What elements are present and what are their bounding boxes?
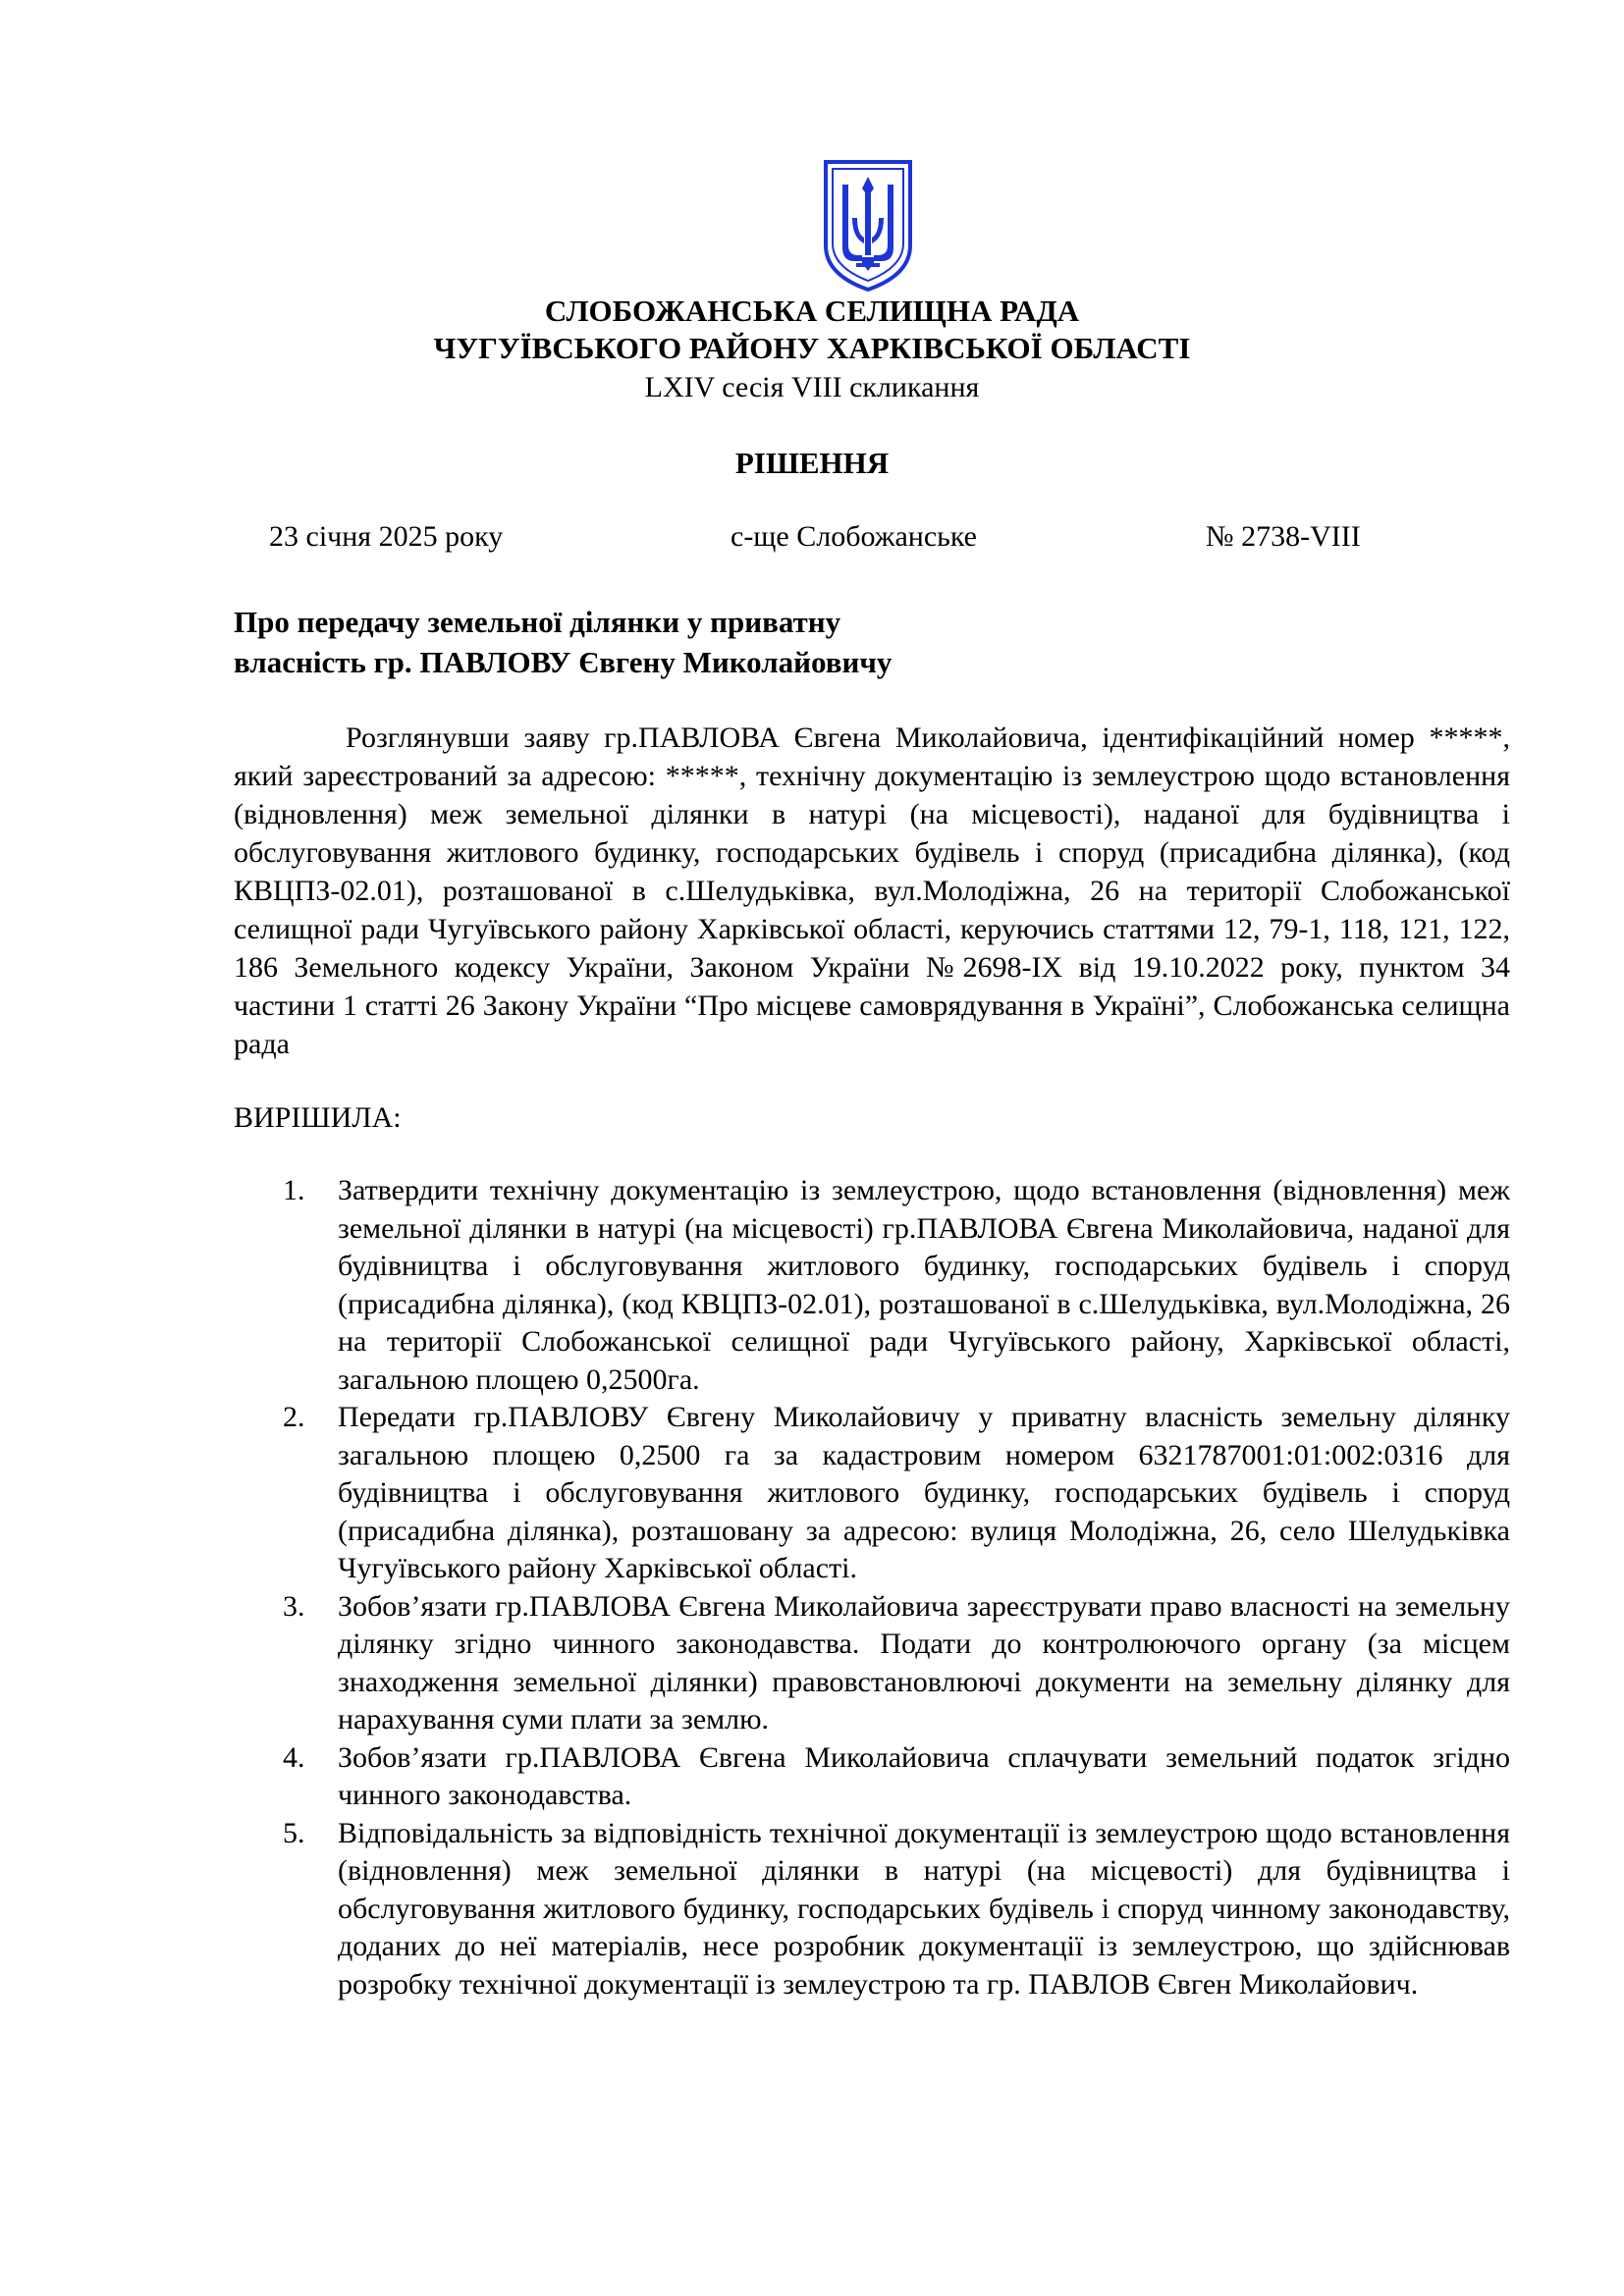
preamble-paragraph: Розглянувши заяву гр.ПАВЛОВА Євгена Миколайовича, ідентифікаційний номер *****, який зареєстрований за адресою: *****, технічну документацію із землеустрою щодо встановлення (відновлення) меж земельної ділянки в натурі (на місцевості), наданої для будівництва і обслуговування житлового будинку, господарських будівель і споруд (присадибна ділянка), (код КВЦПЗ-02.01), розташованої в с.Шелудьківка, вул.Молодіжна, 26 на території Слобожанської селищної ради Чугуївського району Харківської області, керуючись статтями 12, 79-1, 118, 121, 122, 186 Земельного кодексу України, Законом України №2698-IX від 19.10.2022 року, пунктом 34 частини 1 статті 26 Закону України “Про місцеве самоврядування в Україні”, Слобожанська селищна рада	[234, 721, 1510, 1060]
subject-line: власність гр. ПАВЛОВУ Євгену Миколайовичу	[234, 645, 893, 679]
item-text: Зобов’язати гр.ПАВЛОВА Євгена Миколайовича зареєструвати право власності на земельну ділянку згідно чинного законодавства. Подати до контролюючого органу (за місцем знаходження земельної ділянки) правовстановлюючі документи на земельну ділянку для нарахування суми плати за землю.	[338, 1589, 1510, 1735]
session-info: LXIV сесія VIII скликання	[644, 371, 980, 403]
resolution-item	[234, 1815, 1510, 2004]
document-title: РІШЕННЯ	[734, 446, 890, 480]
resolution-item	[234, 1399, 1510, 1588]
resolution-item	[234, 1588, 1510, 1739]
item-number: 4.	[283, 1740, 305, 1774]
item-number: 2.	[283, 1401, 305, 1433]
trident-coat-of-arms-icon	[823, 159, 913, 293]
resolution-item	[234, 1739, 1510, 1815]
decision-number: № 2738-VIII	[1206, 520, 1361, 553]
decision-date: 23 січня 2025 року	[269, 520, 504, 553]
item-text: Зобов’язати гр.ПАВЛОВА Євгена Миколайовича сплачувати земельний податок згідно чинного законодавства.	[338, 1740, 1510, 1811]
item-number: 5.	[283, 1816, 305, 1849]
item-text: Передати гр.ПАВЛОВУ Євгену Миколайовичу у приватну власність земельну ділянку загальною площею 0,2500 га за кадастровим номером 6321787001:01:002:0316 для будівництва і обслуговування житлового будинку, господарських будівель і споруд (присадибна ділянка), розташовану за адресою: вулиця Молодіжна, 26, село Шелудьківка Чугуївського району Харківської області.	[338, 1401, 1510, 1584]
item-text: Відповідальність за відповідність технічної документації із землеустрою щодо встановлення (відновлення) меж земельної ділянки в натурі (на місцевості) для будівництва і обслуговування житлового будинку, господарських будівель і споруд чинному законодавству, доданих до неї матеріалів, несе розробник документації із землеустрою, що здійснював розробку технічної документації із землеустрою та гр. ПАВЛОВ Євген Миколайович.	[338, 1816, 1510, 2001]
item-number: 1.	[283, 1174, 305, 1206]
subject-line: Про передачу земельної ділянки у приватну	[234, 605, 841, 639]
decision-place: с-ще Слобожанське	[731, 520, 977, 553]
resolution-items-list	[234, 1172, 1510, 2003]
resolved-label: ВИРІШИЛА:	[234, 1101, 402, 1134]
resolution-item	[234, 1172, 1510, 1399]
item-text: Затвердити технічну документацію із землеустрою, щодо встановлення (відновлення) меж земельної ділянки в натурі (на місцевості) гр.ПАВЛОВА Євгена Миколайовича, наданої для будівництва і обслуговування житлового будинку, господарських будівель і споруд (присадибна ділянка), (код КВЦПЗ-02.01), розташованої в с.Шелудьківка, вул.Молодіжна, 26 на території Слобожанської селищної ради Чугуївського району, Харківської області, загальною площею 0,2500га.	[338, 1174, 1510, 1396]
district-name: ЧУГУЇВСЬКОГО РАЙОНУ ХАРКІВСЬКОЇ ОБЛАСТІ	[433, 331, 1191, 365]
council-name: СЛОБОЖАНСЬКА СЕЛИЩНА РАДА	[544, 294, 1080, 328]
item-number: 3.	[283, 1589, 305, 1623]
decision-subject	[234, 602, 892, 682]
